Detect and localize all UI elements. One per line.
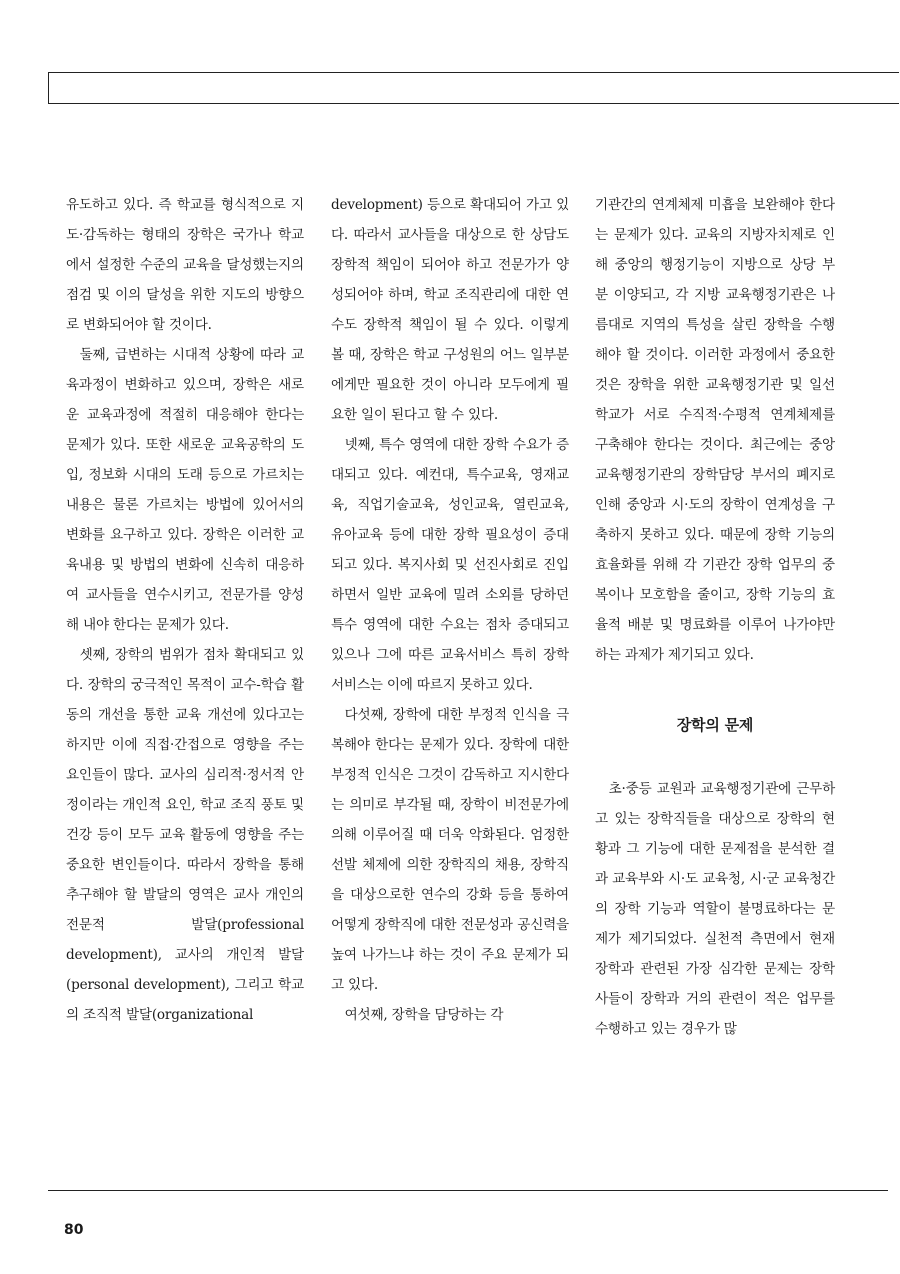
paragraph: development) 등으로 확대되어 가고 있다. 따라서 교사들을 대상으로 한 상담도 장학적 책임이 되어야 하고 전문가가 양성되어야 하며, 학교 조직관리에 대한 연수도 장학적 책임이 될 수 있다. 이렇게 볼 때, 장학은 학교 구성원의 어느 일부분에게만 필요한 것이 아니라 모두에게 필요한 일이 된다고 할 수 있다. (331, 197, 569, 423)
paragraph: 유도하고 있다. 즉 학교를 형식적으로 지도·감독하는 형태의 장학은 국가나 학교에서 설정한 수준의 교육을 달성했는지의 점검 및 이의 달성을 위한 지도의 방향으로 변화되어야 할 것이다. (66, 197, 304, 333)
header-frame (48, 72, 899, 104)
paragraph: 다섯째, 장학에 대한 부정적 인식을 극복해야 한다는 문제가 있다. 장학에 대한 부정적 인식은 그것이 감독하고 지시한다는 의미로 부각될 때, 장학이 비전문가에 의해 이루어질 때 더욱 악화된다. 엄정한 선발 체제에 의한 장학직의 채용, 장학직을 대상으로한 연수의 강화 등을 통하여 어떻게 장학직에 대한 전문성과 공신력을 높여 나가느냐 하는 것이 주요 문제가 되고 있다. (331, 707, 569, 993)
paragraph: 기관간의 연계체제 미흡을 보완해야 한다는 문제가 있다. 교육의 지방자치제로 인해 중앙의 행정기능이 지방으로 상당 부분 이양되고, 각 지방 교육행정기관은 나름대로 지역의 특성을 살린 장학을 수행해야 할 것이다. 이러한 과정에서 중요한 것은 장학을 위한 교육행정기관 및 일선 학교가 서로 수직적·수평적 연계체제를 구축해야 한다는 것이다. 최근에는 중앙 교육행정기관의 장학담당 부서의 폐지로 인해 중앙과 시·도의 장학이 연계성을 구축하지 못하고 있다. 때문에 장학 기능의 효율화를 위해 각 기관간 장학 업무의 중복이나 모호함을 줄이고, 장학 기능의 효율적 배분 및 명료화를 이루어 나가야만 하는 과제가 제기되고 있다. (595, 197, 835, 663)
page-number: 80 (64, 1222, 84, 1238)
footer-rule (48, 1190, 888, 1191)
paragraph: 초·중등 교원과 교육행정기관에 근무하고 있는 장학직들을 대상으로 장학의 현황과 그 기능에 대한 문제점을 분석한 결과 교육부와 시·도 교육청, 시·군 교육청간의 장학 기능과 역할이 불명료하다는 문제가 제기되었다. 실천적 측면에서 현재 장학과 관련된 가장 심각한 문제는 장학사들이 장학과 거의 관련이 적은 업무를 수행하고 있는 경우가 많 (595, 781, 835, 1037)
section-heading: 장학의 문제 (676, 716, 754, 734)
text-column-1 (66, 190, 304, 1030)
paragraph: 여섯째, 장학을 담당하는 각 (344, 1007, 504, 1023)
paragraph: 넷째, 특수 영역에 대한 장학 수요가 증대되고 있다. 예컨대, 특수교육, 영재교육, 직업기술교육, 성인교육, 열린교육, 유아교육 등에 대한 장학 필요성이 증대되고 있다. 복지사회 및 선진사회로 진입하면서 일반 교육에 밀려 소외를 당하던 특수 영역에 대한 수요는 점차 증대되고 있으나 그에 따른 교육서비스 특히 장학서비스는 이에 따르지 못하고 있다. (331, 437, 569, 693)
paragraph: 둘째, 급변하는 시대적 상황에 따라 교육과정이 변화하고 있으며, 장학은 새로운 교육과정에 적절히 대응해야 한다는 문제가 있다. 또한 새로운 교육공학의 도입, 정보화 시대의 도래 등으로 가르치는 내용은 물론 가르치는 방법에 있어서의 변화를 요구하고 있다. 장학은 이러한 교육내용 및 방법의 변화에 신속히 대응하여 교사들을 연수시키고, 전문가를 양성해 내야 한다는 문제가 있다. (66, 347, 304, 633)
text-column-3 (595, 190, 835, 1044)
text-column-2 (331, 190, 569, 1030)
paragraph: 셋째, 장학의 범위가 점차 확대되고 있다. 장학의 궁극적인 목적이 교수-학습 활동의 개선을 통한 교육 개선에 있다고는 하지만 이에 직접·간접으로 영향을 주는 요인들이 많다. 교사의 심리적·정서적 안정이라는 개인적 요인, 학교 조직 풍토 및 건강 등이 모두 교육 활동에 영향을 주는 중요한 변인들이다. 따라서 장학을 통해 추구해야 할 발달의 영역은 교사 개인의 전문적 발달(professional development), 교사의 개인적 발달(personal development), 그리고 학교의 조직적 발달(organizational (66, 647, 304, 1023)
